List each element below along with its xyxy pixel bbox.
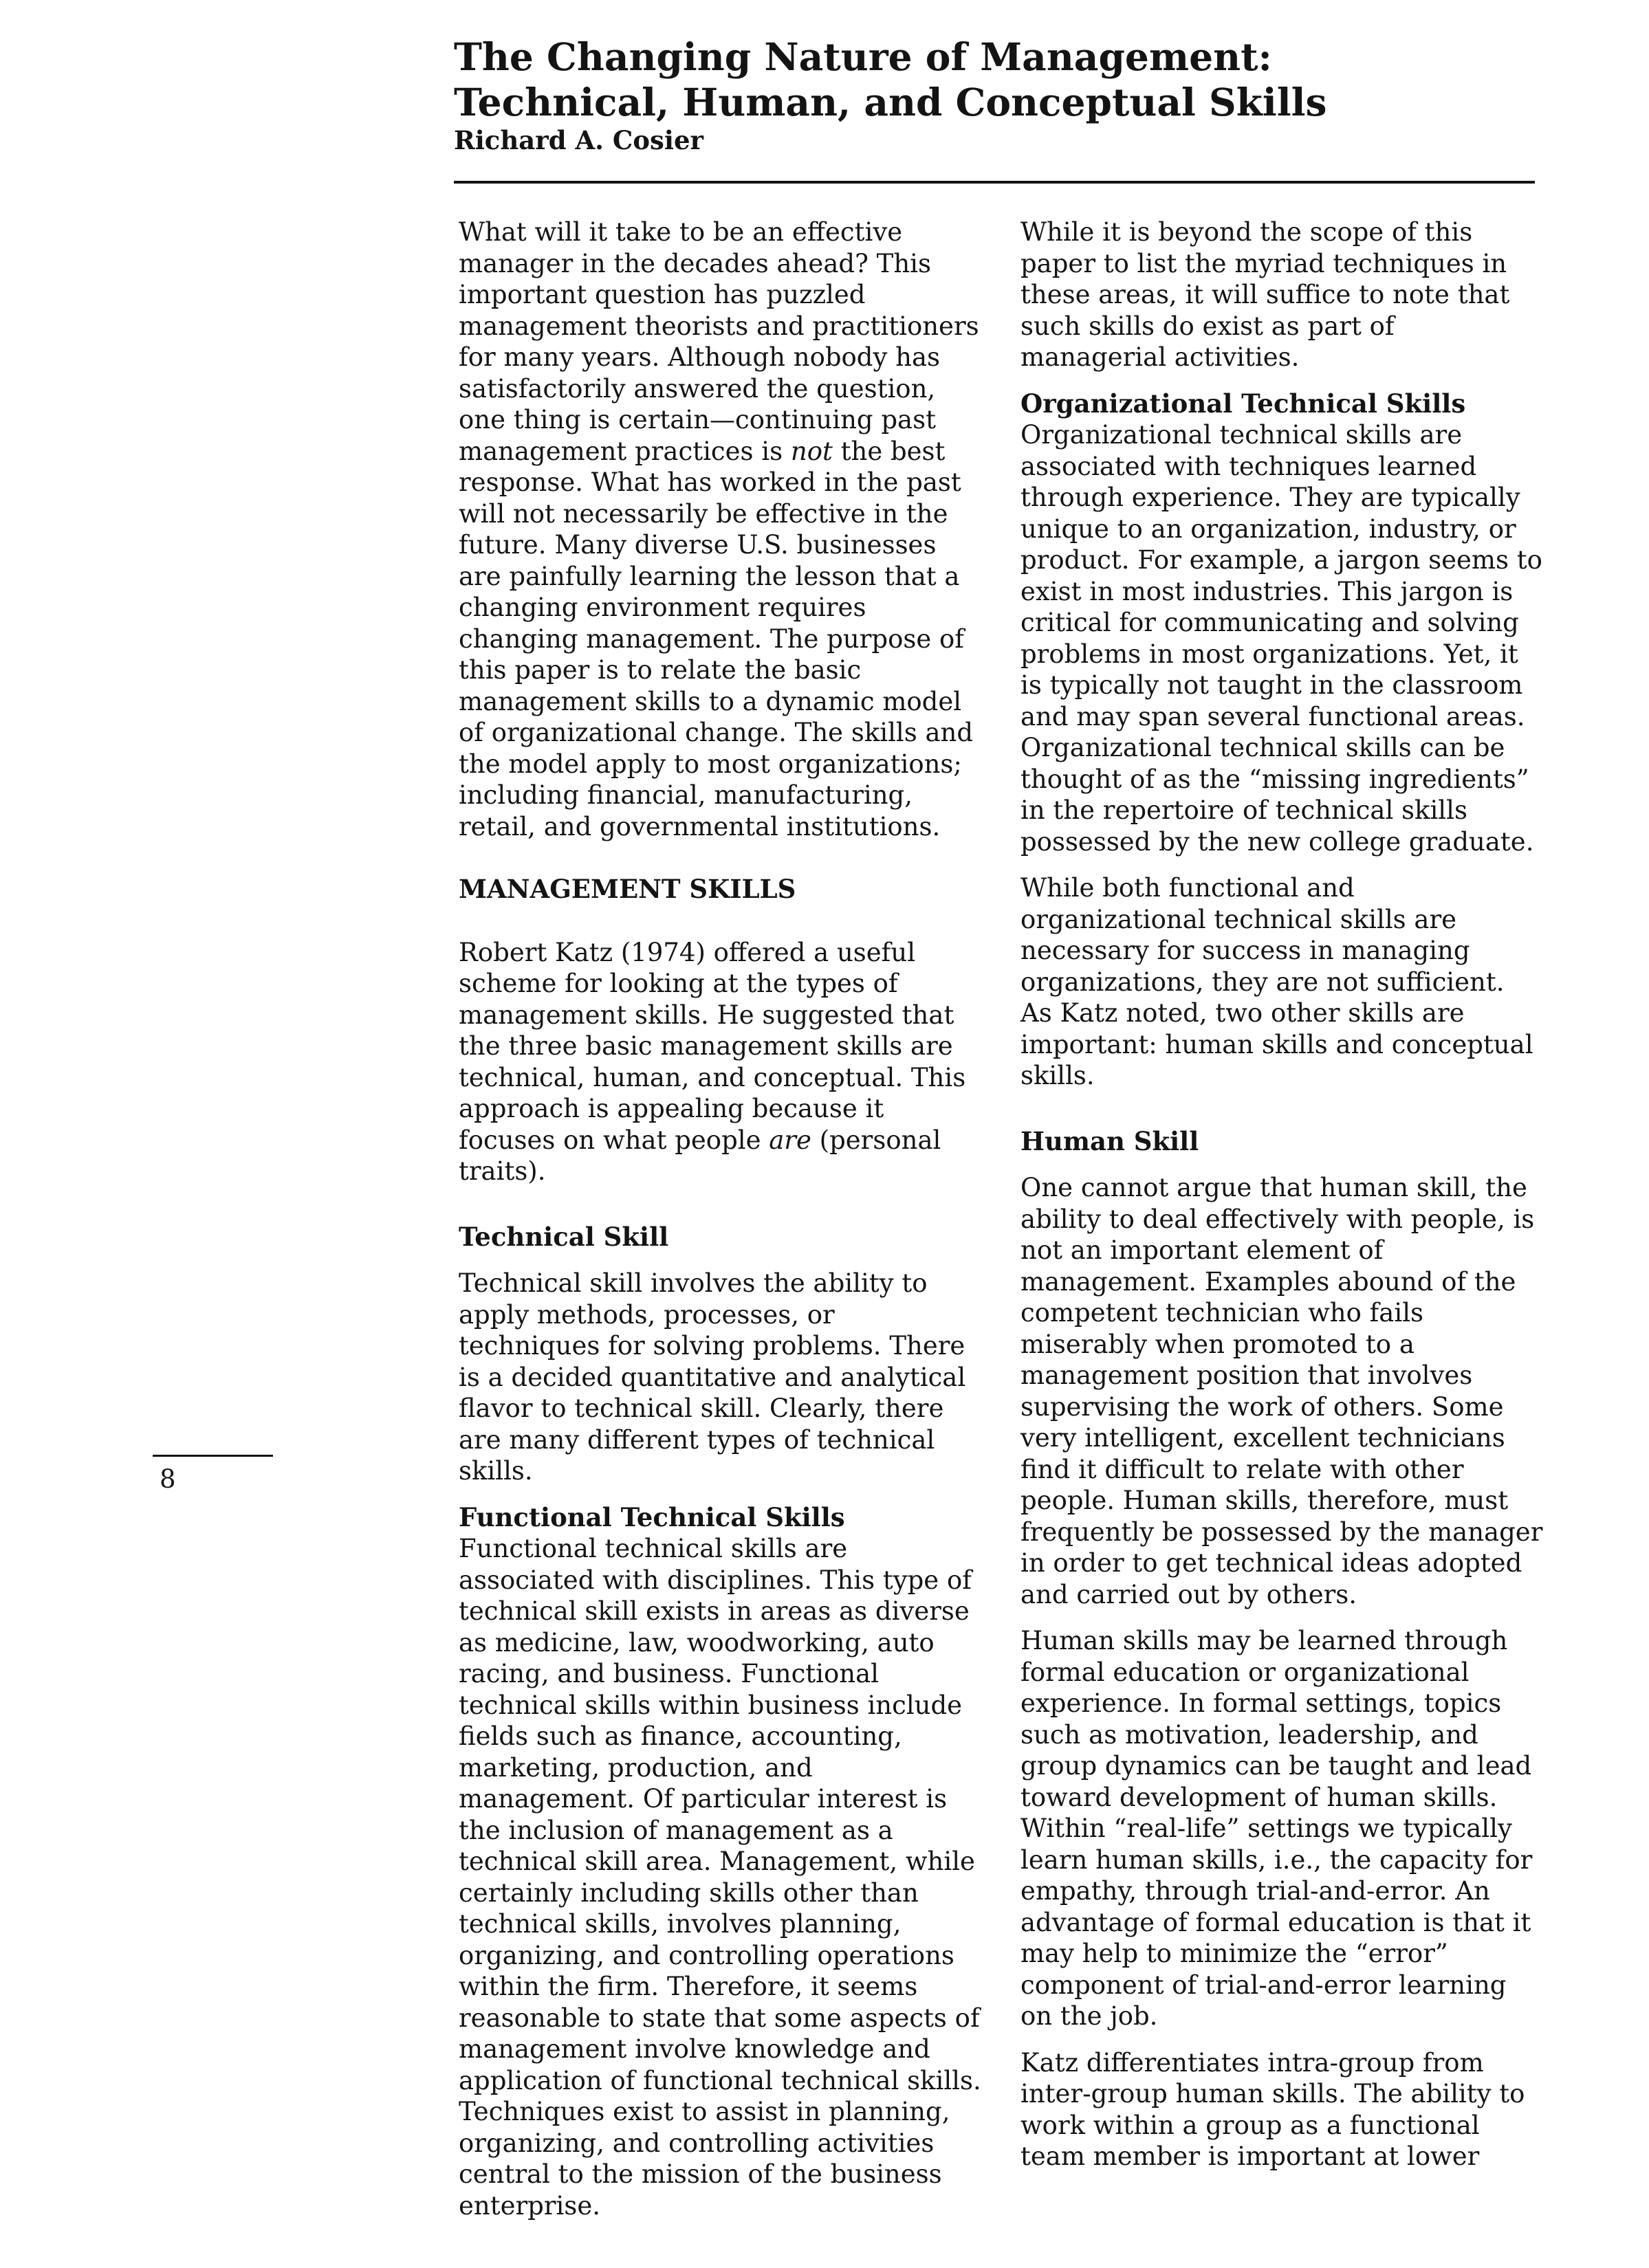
katz-paragraph xyxy=(459,937,981,1187)
right-column xyxy=(1020,217,1543,2172)
subheading-technical-skill: Technical Skill xyxy=(459,1221,669,1252)
article-title xyxy=(454,34,1554,125)
author-name: Richard A. Cosier xyxy=(454,125,703,155)
run-in-heading-functional: Functional Technical Skills xyxy=(459,1501,845,1532)
page-number: 8 xyxy=(160,1464,176,1494)
run-in-heading-organizational: Organizational Technical Skills xyxy=(1020,388,1466,419)
human-paragraph-1: One cannot argue that human skill, the ability to deal effectively with people, is not an important element of management. Examples abound of the competent technician who fails miserably when promoted to a management position that involves supervising the work of others. Some very intelligent, excellent technicians find it difficult to relate with other people. Human skills, therefore, must frequently be possessed by the manager in order to get technical ideas adopted and carried out by others. xyxy=(1020,1173,1543,1609)
page-number-rule xyxy=(153,1455,273,1457)
human-paragraph-3: Katz differentiates intra-group from inter-group human skills. The ability to work within a group as a functional team member is important at lower xyxy=(1020,2047,1525,2171)
title-line-1: The Changing Nature of Management: xyxy=(454,34,1272,79)
intro-emphasis: not xyxy=(790,436,833,466)
katz-text-a: Robert Katz (1974) offered a useful scheme for looking at the types of management skills. He suggested that the three basic management skills are technical, human, and conceptual. This approach is appealing because it focuses on what people xyxy=(459,937,966,1155)
title-divider xyxy=(454,181,1535,184)
intro-paragraph xyxy=(459,217,981,842)
katz-emphasis: are xyxy=(769,1125,811,1155)
intro-text-b: the best response. What has worked in the past will not necessarily be effective in the future. Many diverse U.S. businesses are painfully learning the lesson that a changing environment requires changing management. The purpose of this paper is to relate the basic management skills to a dynamic model of organizational change. The skills and the model apply to most organizations; including financial, manufacturing, retail, and governmental institutions. xyxy=(459,436,974,841)
organizational-paragraph xyxy=(1020,388,1543,858)
subheading-human-skill: Human Skill xyxy=(1020,1125,1199,1156)
organizational-text: Organizational technical skills are associated with techniques learned through experience. They are typically unique to an organization, industry, or product. For example, a jargon seems to exist in most industries. This jargon is critical for communicating and solving problems in most organizations. Yet, it is typically not taught in the classroom and may span several functional areas. Organizational technical skills can be thought of as the “missing ingredients” in the repertoire of technical skills possessed by the new college graduate. xyxy=(1020,420,1542,857)
functional-text: Functional technical skills are associated with disciplines. This type of technical skill exists in areas as diverse as medicine, law, woodworking, auto racing, and business. Functional technical skills within business include fields such as finance, accounting, marketing, production, and management. Of particular interest is the inclusion of management as a technical skill area. Management, while certainly including skills other than technical skills, involves planning, organizing, and controlling operations within the firm. Therefore, it seems reasonable to state that some aspects of management involve knowledge and application of functional technical skills. Techniques exist to assist in planning, organizing, and controlling activities central to the mission of the business enterprise. xyxy=(459,1534,981,2221)
section-heading-management-skills: MANAGEMENT SKILLS xyxy=(459,874,796,904)
functional-paragraph xyxy=(459,1502,981,2222)
title-line-2: Technical, Human, and Conceptual Skills xyxy=(454,80,1327,124)
human-paragraph-2: Human skills may be learned through formal education or organizational experience. In formal settings, topics such as motivation, leadership, and group dynamics can be taught and lead toward development of human skills. Within “real-life” settings we typically learn human skills, i.e., the capacity for empathy, through trial-and-error. An advantage of formal education is that it may help to minimize the “error” component of trial-and-error learning on the job. xyxy=(1020,1626,1533,2031)
both-skills-paragraph: While both functional and organizational technical skills are necessary for success in managing organizations, they are not sufficient. As Katz noted, two other skills are important: human skills and conceptual skills. xyxy=(1020,873,1533,1090)
technical-paragraph: Technical skill involves the ability to apply methods, processes, or techniques for solving problems. There is a decided quantitative and analytical flavor to technical skill. Clearly, there are many different types of technical skills. xyxy=(459,1268,966,1486)
left-column xyxy=(459,217,981,2221)
intro-text-a: What will it take to be an effective manager in the decades ahead? This important question has puzzled management theorists and practitioners for many years. Although nobody has satisfactorily answered the question, one thing is certain—continuing past management practices is xyxy=(459,217,979,466)
katz-text-b: (personal traits). xyxy=(459,1125,941,1186)
continuation-paragraph: While it is beyond the scope of this paper to list the myriad techniques in these areas, it will suffice to note that such skills do exist as part of managerial activities. xyxy=(1020,217,1510,372)
